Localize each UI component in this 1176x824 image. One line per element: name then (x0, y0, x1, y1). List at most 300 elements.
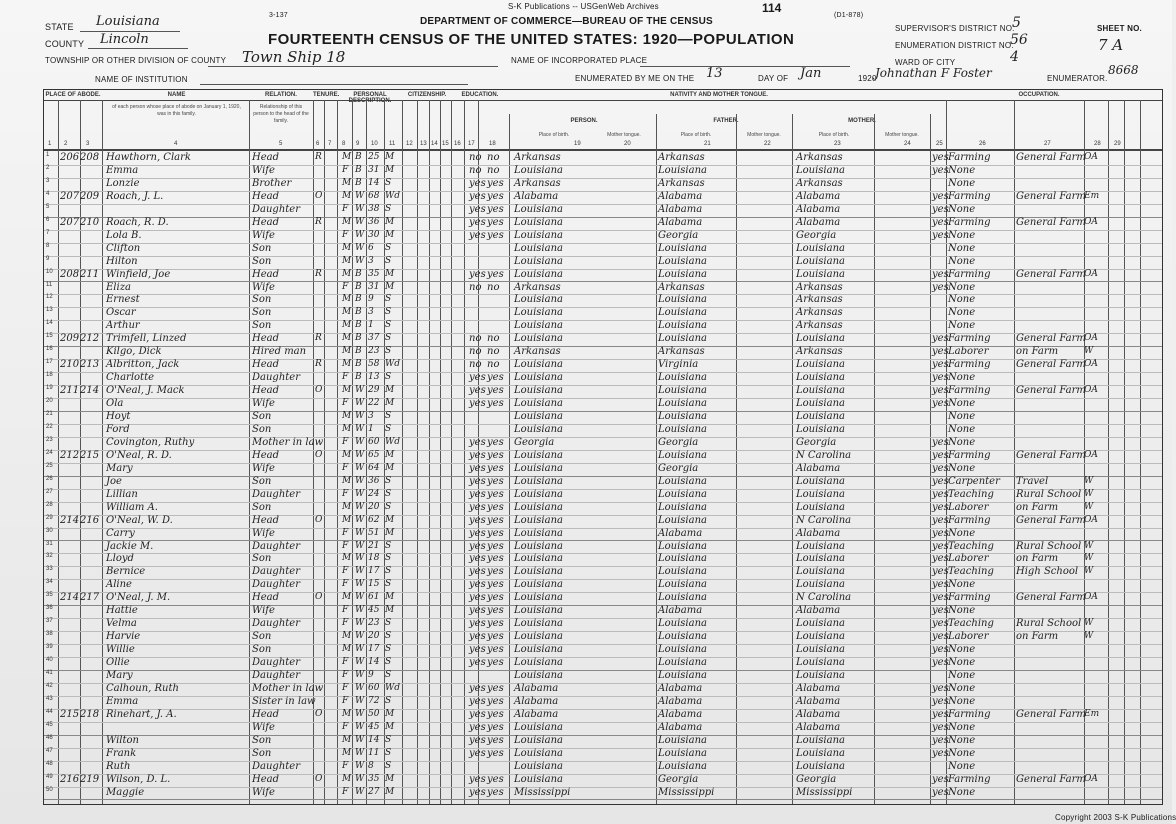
row-cell-fpob: Georgia (658, 462, 699, 474)
row-cell-ms: S (385, 255, 392, 266)
row-cell-sex: M (342, 255, 352, 266)
row-cell-age: 62 (368, 514, 380, 525)
row-cell-fpob: Arkansas (658, 346, 705, 358)
row-cell-eng: yes (932, 734, 949, 746)
row-cell-cls: OA (1084, 385, 1098, 396)
row-cell-wr: no (487, 359, 500, 371)
row-cell-ms: S (385, 760, 392, 771)
row-cell-dwell: 207 (60, 190, 80, 202)
enumeration-district-value: 56 (1010, 32, 1028, 48)
row-cell-rel: Son (252, 411, 272, 422)
row-cell-rel: Head (252, 592, 280, 604)
row-cell-sex: F (342, 657, 349, 668)
row-cell-sex: M (342, 359, 352, 370)
row-cell-fpob: Alabama (658, 695, 703, 707)
row-cell-fpob: Alabama (658, 216, 703, 228)
row-cell-mpob: Alabama (796, 190, 841, 202)
enumeration-district-label: ENUMERATION DISTRICT NO. (895, 41, 1014, 50)
row-cell-age: 9 (368, 670, 374, 680)
row-cell-occ: None (948, 747, 976, 759)
row-cell-rel: Son (252, 320, 272, 332)
row-cell-ms: M (385, 721, 395, 732)
row-cell-ms: M (385, 164, 395, 175)
row-cell-pob: Louisiana (514, 164, 563, 176)
row-cell-fpob: Louisiana (658, 320, 707, 332)
row-cell-cls: W (1084, 553, 1094, 564)
row-cell-fam: 217 (80, 592, 100, 604)
row-cell-n: 27 (46, 488, 53, 495)
row-cell-name: Velma (106, 618, 137, 630)
row-cell-pob: Louisiana (514, 488, 563, 500)
row-cell-pob: Louisiana (514, 527, 563, 539)
row-cell-n: 36 (46, 605, 53, 612)
row-cell-eng: yes (932, 164, 949, 176)
form-code: (D1-878) (834, 12, 864, 19)
row-cell-wr: yes (487, 190, 504, 202)
row-cell-dwell: 212 (60, 449, 80, 461)
row-cell-race: B (355, 152, 362, 162)
township-label: TOWNSHIP OR OTHER DIVISION OF COUNTY (45, 56, 227, 65)
row-cell-pob: Louisiana (514, 294, 563, 306)
row-cell-rel: Daughter (252, 203, 300, 215)
row-cell-name: Kilgo, Dick (106, 346, 162, 358)
row-cell-rel: Son (252, 501, 272, 513)
row-cell-fpob: Louisiana (658, 255, 707, 267)
row-cell-n: 2 (46, 164, 50, 171)
header-tenure: TENURE. (313, 92, 340, 98)
row-cell-rel: Wife (252, 462, 275, 474)
row-cell-fpob: Louisiana (658, 423, 707, 435)
row-cell-n: 37 (46, 618, 53, 625)
row-cell-fam: 211 (80, 268, 100, 280)
row-cell-eng: yes (932, 281, 949, 293)
table-row (44, 618, 1162, 631)
table-row (44, 269, 1162, 282)
row-cell-rd: yes (469, 708, 486, 720)
row-cell-ms: M (385, 281, 395, 292)
row-cell-mpob: Louisiana (796, 631, 845, 643)
row-cell-mpob: Louisiana (796, 372, 845, 384)
row-cell-n: 50 (46, 786, 53, 793)
table-row (44, 709, 1162, 722)
enumerator-signature: Johnathan F Foster (875, 66, 992, 80)
row-cell-sex: M (342, 747, 352, 758)
row-cell-age: 58 (368, 359, 380, 370)
row-cell-rel: Son (252, 242, 272, 254)
row-cell-rel: Head (252, 190, 280, 202)
row-cell-name: Eliza (106, 281, 131, 293)
row-cell-pob: Arkansas (514, 281, 561, 293)
row-cell-pob: Louisiana (514, 644, 563, 656)
row-cell-fpob: Louisiana (658, 760, 707, 772)
row-cell-eng: yes (932, 618, 949, 630)
sheet-label: SHEET NO. (1097, 24, 1142, 33)
row-cell-n: 3 (46, 177, 50, 184)
row-cell-rd: yes (469, 786, 486, 798)
row-cell-rd: yes (469, 695, 486, 707)
row-cell-wr: yes (487, 618, 504, 630)
row-cell-rel: Wife (252, 721, 275, 733)
row-cell-eng: yes (932, 553, 949, 565)
row-cell-rd: yes (469, 682, 486, 694)
row-cell-fpob: Louisiana (658, 164, 707, 176)
row-cell-wr: yes (487, 721, 504, 733)
township-value: Town Ship 18 (242, 48, 346, 66)
table-row (44, 631, 1162, 644)
row-cell-fpob: Louisiana (658, 657, 707, 669)
row-cell-mpob: Georgia (796, 436, 837, 448)
row-cell-ms: S (385, 657, 392, 668)
table-row (44, 282, 1162, 295)
row-cell-eng: yes (932, 682, 949, 694)
row-cell-wr: yes (487, 734, 504, 746)
row-cell-occ: Farming (948, 514, 991, 526)
header-name: NAME (167, 92, 186, 98)
county-value: Lincoln (100, 32, 149, 47)
row-cell-sex: M (342, 423, 352, 434)
row-cell-name: Ollie (106, 657, 130, 669)
row-cell-pob: Louisiana (514, 734, 563, 746)
enumerated-day: 13 (706, 66, 723, 81)
row-cell-rel: Head (252, 333, 280, 345)
row-cell-fpob: Louisiana (658, 449, 707, 461)
row-cell-n: 25 (46, 462, 53, 469)
row-cell-pob: Louisiana (514, 592, 563, 604)
row-cell-occ: None (948, 255, 976, 267)
row-cell-age: 60 (368, 682, 380, 693)
row-cell-occ: Farming (948, 592, 991, 604)
row-cell-ms: M (385, 398, 395, 409)
row-cell-ms: S (385, 333, 392, 344)
row-cell-mpob: Louisiana (796, 255, 845, 267)
row-cell-mpob: Arkansas (796, 346, 843, 358)
row-cell-fam: 210 (80, 216, 100, 228)
row-cell-rel: Hired man (252, 346, 307, 358)
row-cell-age: 1 (368, 320, 374, 331)
table-row (44, 178, 1162, 191)
row-cell-fpob: Louisiana (658, 333, 707, 345)
copyright-notice: Copyright 2003 S-K Publications (1055, 813, 1176, 822)
row-cell-name: Lloyd (106, 553, 134, 565)
row-cell-race: W (355, 540, 365, 551)
incorporated-place-label: NAME OF INCORPORATED PLACE (511, 56, 648, 65)
row-cell-mpob: Alabama (796, 695, 841, 707)
row-cell-sex: F (342, 721, 349, 732)
table-row (44, 152, 1162, 165)
ward-value: 4 (1010, 49, 1019, 65)
table-row (44, 566, 1162, 579)
row-cell-fpob: Alabama (658, 721, 703, 733)
row-cell-age: 68 (368, 190, 380, 201)
page-number: 114 (762, 1, 782, 15)
row-cell-ms: M (385, 708, 395, 719)
row-cell-pob: Louisiana (514, 631, 563, 643)
row-cell-pob: Alabama (514, 708, 559, 720)
department-heading: DEPARTMENT OF COMMERCE—BUREAU OF THE CENSUS (420, 16, 713, 27)
row-cell-ms: S (385, 734, 392, 745)
row-cell-ms: S (385, 488, 392, 499)
row-cell-ind: General Farm (1016, 514, 1086, 526)
row-cell-mpob: Louisiana (796, 540, 845, 552)
row-cell-rel: Mother in law (252, 682, 324, 694)
row-cell-wr: yes (487, 579, 504, 591)
row-cell-ind: High School (1016, 566, 1079, 578)
row-cell-pob: Louisiana (514, 229, 563, 241)
row-cell-occ: None (948, 229, 976, 241)
row-cell-wr: yes (487, 449, 504, 461)
row-cell-sex: F (342, 682, 349, 693)
row-cell-mpob: Alabama (796, 203, 841, 215)
row-cell-dwell: 208 (60, 268, 80, 280)
row-cell-age: 35 (368, 268, 380, 279)
column-number: 18 (489, 141, 496, 147)
row-cell-eng: yes (932, 449, 949, 461)
row-cell-name: Albritton, Jack (106, 359, 180, 371)
row-cell-ms: S (385, 242, 392, 253)
row-cell-occ: None (948, 670, 976, 681)
row-cell-cls: OA (1084, 592, 1098, 603)
row-cell-mpob: N Carolina (796, 449, 852, 461)
row-cell-rd: yes (469, 514, 486, 526)
row-cell-age: 30 (368, 229, 380, 240)
row-cell-wr: yes (487, 398, 504, 410)
row-cell-cls: Em (1084, 708, 1100, 719)
row-cell-wr: yes (487, 372, 504, 384)
row-cell-name: Rinehart, J. A. (106, 708, 177, 720)
row-cell-fam: 213 (80, 359, 100, 371)
row-cell-ms: M (385, 385, 395, 396)
row-cell-rd: no (469, 346, 482, 358)
row-cell-pob: Louisiana (514, 670, 563, 681)
column-number: 6 (316, 141, 320, 147)
row-cell-wr: yes (487, 553, 504, 565)
row-cell-name: Oscar (106, 307, 136, 319)
row-cell-occ: Teaching (948, 566, 994, 578)
row-cell-occ: None (948, 281, 976, 293)
row-cell-wr: yes (487, 605, 504, 617)
row-cell-n: 34 (46, 579, 53, 586)
row-cell-eng: yes (932, 152, 949, 163)
row-cell-name: Covington, Ruthy (106, 436, 195, 448)
row-cell-wr: yes (487, 475, 504, 487)
table-row (44, 605, 1162, 618)
row-cell-n: 21 (46, 411, 53, 417)
row-cell-occ: Farming (948, 385, 991, 397)
row-cell-mpob: Alabama (796, 682, 841, 694)
table-row (44, 230, 1162, 243)
row-cell-ten: O (315, 385, 323, 396)
row-cell-pob: Louisiana (514, 721, 563, 733)
row-cell-ten: R (315, 268, 322, 279)
row-cell-wr: yes (487, 501, 504, 513)
row-cell-occ: None (948, 734, 976, 746)
mother-place-of-birth: Place of birth. (818, 132, 850, 138)
row-cell-race: W (355, 229, 365, 240)
row-cell-fam: 212 (80, 333, 100, 345)
row-cell-ten: R (315, 359, 322, 370)
row-cell-n: 6 (46, 216, 50, 223)
row-cell-sex: M (342, 449, 352, 460)
row-cell-occ: Farming (948, 708, 991, 720)
row-cell-cls: W (1084, 501, 1094, 512)
row-cell-sex: F (342, 670, 349, 680)
column-number: 27 (1044, 141, 1051, 147)
row-cell-wr: yes (487, 177, 504, 189)
row-cell-ten: R (315, 152, 322, 162)
row-cell-dwell: 214 (60, 592, 80, 604)
row-cell-rd: yes (469, 773, 486, 785)
row-cell-sex: F (342, 372, 349, 383)
row-cell-ind: General Farm (1016, 152, 1086, 163)
row-cell-name: Trimfell, Linzed (106, 333, 187, 345)
row-cell-eng: yes (932, 786, 949, 798)
row-cell-pob: Louisiana (514, 462, 563, 474)
row-cell-sex: F (342, 281, 349, 292)
row-cell-occ: None (948, 423, 976, 435)
row-cell-rel: Daughter (252, 657, 300, 669)
header-relation: RELATION. (265, 92, 297, 98)
enumerated-year: 1920 (858, 74, 877, 83)
row-cell-n: 28 (46, 501, 53, 508)
row-cell-eng: yes (932, 436, 949, 448)
table-row (44, 735, 1162, 748)
row-cell-cls: W (1084, 346, 1094, 357)
row-cell-occ: Laborer (948, 346, 989, 358)
enumerator-label: ENUMERATOR. (1047, 74, 1108, 83)
row-cell-cls: Em (1084, 190, 1100, 201)
row-cell-name: Hawthorn, Clark (106, 152, 191, 163)
row-cell-mpob: Arkansas (796, 294, 843, 306)
row-cell-eng: yes (932, 398, 949, 410)
county-label: COUNTY (45, 39, 85, 49)
row-cell-mpob: Louisiana (796, 333, 845, 345)
row-cell-n: 24 (46, 449, 53, 456)
row-cell-mpob: Louisiana (796, 242, 845, 254)
row-cell-rel: Son (252, 644, 272, 656)
table-row (44, 346, 1162, 359)
row-cell-fpob: Alabama (658, 682, 703, 694)
ward-label: WARD OF CITY (895, 58, 956, 67)
row-cell-race: W (355, 747, 365, 758)
row-cell-occ: Farming (948, 359, 991, 371)
row-cell-name: Charlotte (106, 372, 155, 384)
row-cell-n: 42 (46, 682, 53, 689)
row-cell-rd: no (469, 359, 482, 371)
row-cell-rel: Wife (252, 281, 275, 293)
row-cell-fpob: Louisiana (658, 631, 707, 643)
row-cell-race: W (355, 398, 365, 409)
table-row (44, 657, 1162, 670)
row-cell-wr: yes (487, 385, 504, 397)
row-cell-cls: W (1084, 488, 1094, 499)
row-cell-mpob: Louisiana (796, 385, 845, 397)
row-cell-mpob: Alabama (796, 462, 841, 474)
row-cell-race: W (355, 695, 365, 706)
row-cell-race: W (355, 514, 365, 525)
row-cell-race: W (355, 488, 365, 499)
row-cell-cls: W (1084, 475, 1094, 486)
row-cell-occ: None (948, 605, 976, 617)
row-cell-name: Hilton (106, 255, 138, 267)
row-cell-sex: M (342, 708, 352, 719)
row-cell-fam: 214 (80, 385, 100, 397)
table-row (44, 372, 1162, 385)
row-cell-sex: M (342, 177, 352, 188)
row-cell-fpob: Louisiana (658, 566, 707, 578)
row-cell-eng: yes (932, 359, 949, 371)
row-cell-rel: Brother (252, 177, 292, 189)
row-cell-ms: S (385, 566, 392, 577)
stamp-number: 8668 (1108, 63, 1139, 77)
row-cell-mpob: Louisiana (796, 760, 845, 772)
table-row (44, 502, 1162, 515)
row-cell-rel: Daughter (252, 488, 300, 500)
row-cell-race: W (355, 255, 365, 266)
row-cell-wr: yes (487, 566, 504, 578)
row-cell-wr: yes (487, 540, 504, 552)
row-cell-ms: S (385, 670, 392, 680)
row-cell-ms: S (385, 411, 392, 421)
header-personal-description: PERSONAL DESCRIPTION. (348, 92, 392, 104)
row-cell-rel: Son (252, 631, 272, 643)
row-cell-rd: yes (469, 475, 486, 487)
row-cell-occ: Laborer (948, 631, 989, 643)
row-cell-mpob: Alabama (796, 605, 841, 617)
table-row (44, 217, 1162, 230)
row-cell-rel: Son (252, 553, 272, 565)
row-cell-occ: None (948, 203, 976, 215)
row-cell-rel: Daughter (252, 579, 300, 591)
column-number: 21 (704, 141, 711, 147)
row-cell-ms: M (385, 527, 395, 538)
row-cell-n: 32 (46, 553, 53, 560)
row-cell-ind: Rural School (1016, 618, 1082, 630)
row-cell-n: 9 (46, 255, 50, 262)
row-cell-fpob: Louisiana (658, 307, 707, 319)
header-occupation: OCCUPATION. (1018, 92, 1060, 98)
row-cell-fam: 215 (80, 449, 100, 461)
row-cell-age: 35 (368, 773, 380, 784)
row-cell-pob: Louisiana (514, 618, 563, 630)
row-cell-race: W (355, 579, 365, 590)
row-cell-fpob: Louisiana (658, 734, 707, 746)
row-cell-sex: F (342, 760, 349, 771)
column-number: 16 (454, 141, 461, 147)
row-cell-sex: M (342, 385, 352, 396)
row-cell-age: 24 (368, 488, 380, 499)
table-row (44, 385, 1162, 398)
row-cell-sex: M (342, 475, 352, 486)
row-cell-rd: no (469, 152, 482, 163)
row-cell-fpob: Louisiana (658, 747, 707, 759)
row-cell-sex: F (342, 579, 349, 590)
form-number: 3-137 (269, 12, 288, 19)
row-cell-age: 22 (368, 398, 380, 409)
row-cell-sex: M (342, 553, 352, 564)
row-cell-n: 49 (46, 773, 53, 780)
row-cell-occ: None (948, 372, 976, 384)
column-number: 20 (624, 141, 631, 147)
row-cell-pob: Louisiana (514, 514, 563, 526)
row-cell-sex: F (342, 488, 349, 499)
row-cell-wr: yes (487, 592, 504, 604)
row-cell-name: Mary (106, 462, 133, 474)
row-cell-mpob: Alabama (796, 708, 841, 720)
row-cell-wr: yes (487, 747, 504, 759)
row-cell-name: Frank (106, 747, 137, 759)
row-cell-dwell: 215 (60, 708, 80, 720)
row-cell-ms: M (385, 216, 395, 227)
